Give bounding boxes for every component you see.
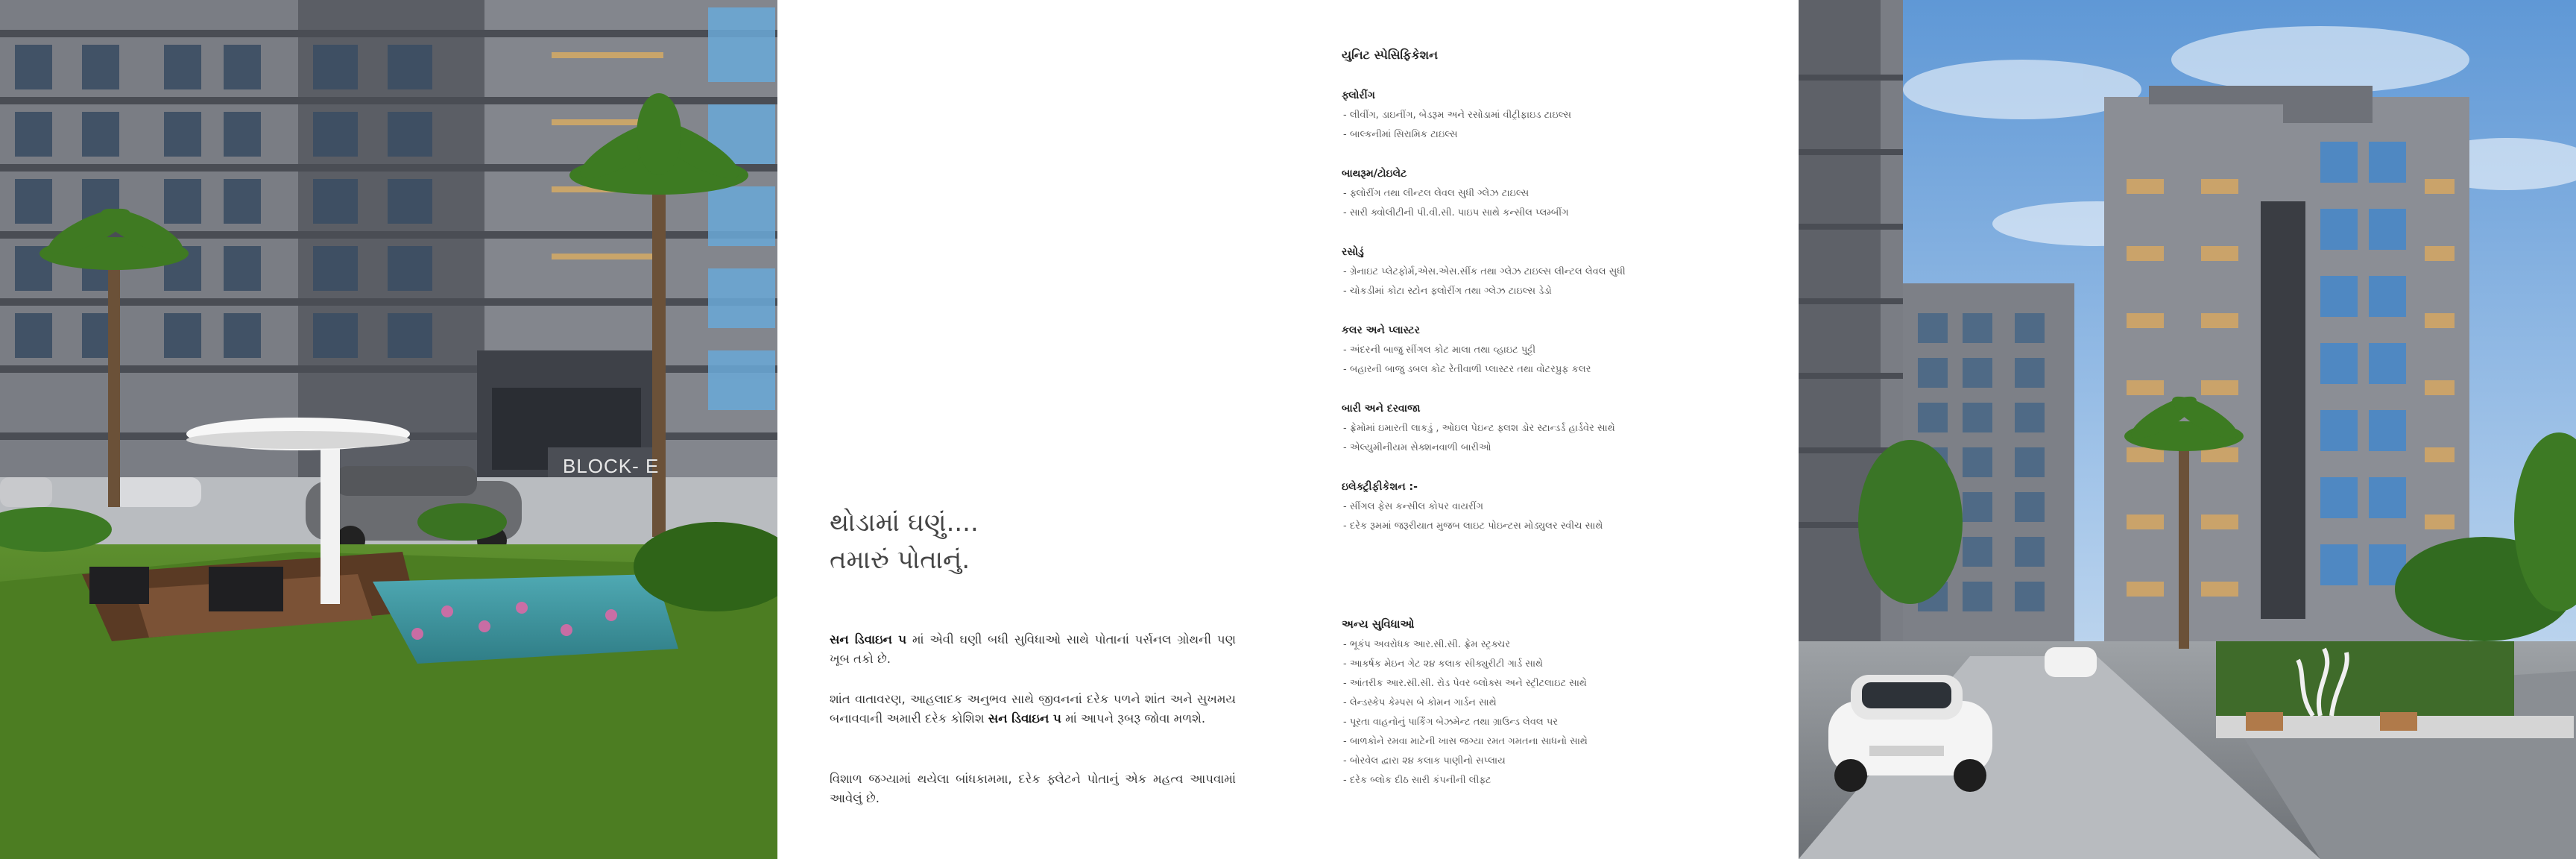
brand-name: સન ડિવાઇન ૫	[830, 632, 907, 646]
amenity-item: - ભૂકંપ અવરોધક આર.સી.સી. ફ્રેમ સ્ટ્રક્ચર	[1342, 635, 1759, 655]
amenity-item: - બોરવેલ દ્વારા ૨૪ કલાક પાણીનો સપ્લાય	[1342, 752, 1759, 771]
spec-heading: ફ્લોરીંગ	[1342, 89, 1375, 101]
intro-paragraph-3: વિશાળ જગ્યામાં થયેલા બાંધકામમા, દરેક ફ્લેટને પોતાનું એક મહત્વ આપવામાં આવેલું છે.	[830, 772, 1236, 805]
spec-heading: બારી અને દરવાજા	[1342, 403, 1421, 415]
spec-section-electrification	[1342, 481, 1759, 536]
spec-heading: બાથરૂમ/ટોઇલેટ	[1342, 168, 1407, 180]
intro-paragraph-2	[830, 690, 1236, 729]
spec-section-bathroom	[1342, 168, 1759, 223]
amenity-item: - આકર્ષક મેઇન ગેટ ૨૪ કલાક સીક્યુરીટી ગાર્ડ સાથે	[1342, 655, 1759, 674]
spec-item: - ગ્રેનાઇટ પ્લેટફોર્મ,એસ.એસ.સીંક તથા ગ્લેઝ ટાઇલ્સ લીન્ટલ લેવલ સુધી	[1342, 262, 1759, 282]
left-building-render	[0, 0, 777, 859]
right-render-illustration	[1799, 0, 2576, 859]
spec-item: - સીંગલ ફેસ કન્સીલ કોપર વાયરીંગ	[1342, 497, 1759, 517]
spec-section-doors-windows	[1342, 403, 1759, 458]
spec-item: - દરેક રૂમમાં જરૂરીયાત મુજબ લાઇટ પોઇન્ટસ મોડ્યુલર સ્વીચ સાથે	[1342, 517, 1759, 536]
spec-item: - ફ્રેમોમાં ઇમારતી લાકડું , ઓઇલ પેઇન્ટ ફ્લશ ડોર સ્ટાન્ડર્ડ હાર્ડવેર સાથે	[1342, 419, 1759, 438]
paragraph-text: શાંત વાતાવરણ, આહલાદક અનુભવ સાથે જીવનનાં દરેક પળને શાંત અને સુખમય બનાવવાની અમારી દરેક કોશિશ	[830, 692, 1236, 726]
intro-panel	[777, 0, 1288, 859]
intro-headline	[830, 504, 979, 579]
amenity-item: - પૂરતા વાહનોનું પાર્કિંગ બેઝમેન્ટ તથા ગ્રાઉન્ડ લેવલ પર	[1342, 713, 1759, 732]
spec-section-flooring	[1342, 89, 1759, 145]
headline-line-2: તમારું પોતાનું.	[830, 545, 970, 575]
paragraph-text: માં આપને રૂબરૂ જોવા મળશે.	[1061, 711, 1206, 726]
spec-item: - બાલ્કનીમાં સિરામિક ટાઇલ્સ	[1342, 125, 1759, 145]
spec-item: - લીવીંગ, ડાઇનીંગ, બેડરૂમ અને રસોડામાં વીટ્રીફાઇડ ટાઇલ્સ	[1342, 106, 1759, 125]
intro-paragraph-1	[830, 630, 1236, 669]
specs-title: યુનિટ સ્પેસિફિકેશન	[1342, 48, 1438, 62]
spec-heading: રસોડું	[1342, 246, 1364, 258]
right-building-render	[1799, 0, 2576, 859]
spec-heading: કલર અને પ્લાસ્ટર	[1342, 324, 1420, 336]
amenity-item: - દરેક બ્લોક દીઠ સારી કંપનીની લીફ્ટ	[1342, 771, 1759, 790]
spec-item: - ફ્લોરીંગ તથા લીન્ટલ લેવલ સુધી ગ્લેઝ ટાઇલ્સ	[1342, 184, 1759, 204]
spec-section-paint-plaster	[1342, 324, 1759, 380]
spec-item: - ચોકડીમાં કોટા સ્ટોન ફ્લોરીંગ તથા ગ્લેઝ ટાઇલ્સ ડેડો	[1342, 282, 1759, 301]
amenity-item: - આંતરીક આર.સી.સી. રોડ પેવર બ્લોક્સ અને સ્ટ્રીટલાઇટ સાથે	[1342, 674, 1759, 693]
other-amenities-section	[1342, 617, 1759, 790]
left-render-illustration	[0, 0, 777, 859]
block-sign: BLOCK- E	[563, 455, 660, 477]
spec-section-kitchen	[1342, 246, 1759, 301]
paragraph-text: માં એવી ઘણી બધી સુવિધાઓ સાથે પોતાનાં પર્સનલ ગ્રોથની પણ ખૂબ તકો છે.	[830, 632, 1237, 666]
spec-heading: ઇલેક્ટ્રીફીકેશન :-	[1342, 481, 1418, 493]
spec-item: - એલ્યુમીનીયમ સેક્શનવાળી બારીઓ	[1342, 438, 1759, 458]
headline-line-1: થોડામાં ઘણું....	[830, 508, 979, 538]
spec-item: - બહારની બાજુ ડબલ કોટ રેતીવાળી પ્લાસ્ટર તથા વોટરપ્રુફ કલર	[1342, 360, 1759, 380]
brand-name: સન ડિવાઇન ૫	[988, 711, 1061, 726]
amenities-heading: અન્ય સુવિધાઓ	[1342, 617, 1415, 631]
specifications-panel	[1288, 0, 1799, 859]
spec-item: - અંદરની બાજુ સીંગલ કોટ માલા તથા વ્હાઇટ પુટ્ટી	[1342, 341, 1759, 360]
spec-item: - સારી ક્વોલીટીની પી.વી.સી. પાઇપ સાથે કન્સીલ પ્લમ્બીંગ	[1342, 204, 1759, 223]
amenity-item: - બાળકોને રમવા માટેની ખાસ જગ્યા રમત ગમતના સાધનો સાથે	[1342, 732, 1759, 752]
amenity-item: - લેન્ડસ્કેપ કેમ્પસ બે કોમન ગાર્ડન સાથે	[1342, 693, 1759, 713]
